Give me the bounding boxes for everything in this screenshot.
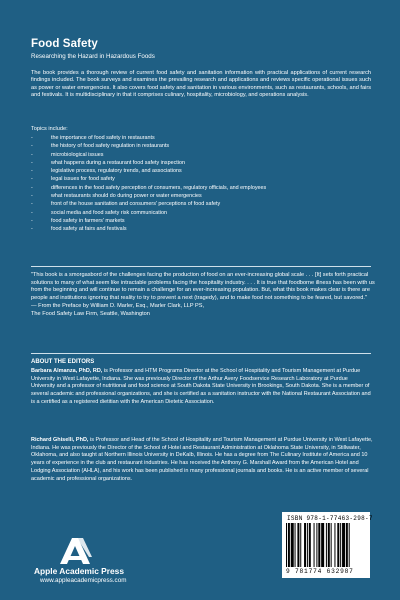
topics-list	[31, 134, 266, 234]
list-item	[31, 200, 266, 208]
bullet-dash: -	[31, 226, 33, 233]
list-item	[31, 167, 266, 175]
editor-bio-text: is Professor and Head of the School of Hospitality and Tourism Management at Purdue University in West Lafayette, Indiana. He was previously the Director of the School of Hotel and Restaurant Administration at Oklahoma State University, in Stillwater, Oklahoma, and also taught at Northern Illinois University in DeKalb, Illinois. He has a degree from The Culinary Institute of America and 10 years of experience in the club and restaurant industries. He has received the Anthony G. Marshall Award from the American Hotel and Lodging Association (AHLA), and his work has been published in many professional journals and books. He is an active member of several academic and professional organizations.	[31, 437, 373, 482]
topic-text: what happens during a restaurant food safety inspection	[51, 159, 185, 166]
topic-text: legal issues for food safety	[51, 176, 115, 183]
divider	[31, 353, 371, 354]
bullet-dash: -	[31, 151, 33, 158]
book-description: The book provides a thorough review of current food safety and sanitation information with practical applications of current research findings included. The book surveys and examines the prevailing research and applications and reviews specific operational issues such as power or water emergencies. It also covers food safety and sanitation in various environments, such as restaurants, schools, and fairs and festivals. It is multidisciplinary in that it comprises culinary, hospitality, microbiology, and operations analysis.	[31, 70, 371, 98]
barcode-bars	[286, 523, 366, 567]
bullet-dash: -	[31, 168, 33, 175]
topic-text: front of the house sanitation and consumers' perceptions of food safety	[51, 201, 221, 208]
bullet-dash: -	[31, 209, 33, 216]
list-item	[31, 159, 266, 167]
editor-bio	[31, 368, 373, 407]
topic-text: the importance of food safety in restaurants	[51, 135, 155, 141]
isbn-text: ISBN 978-1-77463-298-7	[287, 515, 373, 522]
divider	[31, 266, 371, 267]
bullet-dash: -	[31, 193, 33, 200]
list-item	[31, 217, 266, 225]
topic-text: differences in the food safety perception of consumers, regulatory officials, and employees	[51, 184, 267, 191]
apple-academic-press-logo-icon	[58, 537, 92, 565]
bullet-dash: -	[31, 217, 33, 224]
editor-name: Barbara Almanza, PhD, RD,	[31, 368, 103, 374]
publisher-url[interactable]: www.appleacademicpress.com	[40, 577, 127, 584]
list-item	[31, 142, 266, 150]
endorsement-quote	[31, 272, 375, 318]
topic-text: what restaurants should do during power or water emergencies	[51, 193, 202, 200]
topic-text: social media and food safety risk communication	[51, 209, 167, 216]
book-subtitle: Researching the Hazard in Hazardous Foods	[31, 53, 155, 60]
bullet-dash: -	[31, 184, 33, 191]
list-item	[31, 134, 266, 142]
topic-text: microbiological issues	[51, 151, 104, 158]
list-item	[31, 225, 266, 233]
topic-text: food safety in farmers' markets	[51, 217, 125, 224]
book-title: Food Safety	[31, 38, 98, 50]
list-item	[31, 175, 266, 183]
bullet-dash: -	[31, 143, 33, 150]
barcode	[282, 512, 373, 578]
quote-text: "This book is a smorgasbord of the challenges facing the production of food on an ever-increasing global scale . . . [It] sets forth practical solutions to many of what seem like intractable problems facing the hospitality industry. . . . It is true that foodborne illness has been with us from the beginning and will continue to remain a challenge for an ever-increasing population. But, what this book makes clear is there are people and institutions ignoring that reality to try to prevent a next (tragedy), and to make food not something to be feared, but savored."	[31, 272, 375, 302]
quote-attribution-line2: The Food Safety Law Firm, Seattle, Washington	[31, 310, 150, 317]
ean-digits: 9 781774 632987	[286, 568, 354, 575]
quote-attribution: — From the Preface by William D. Marler, Esq., Marler Clark, LLP PS,	[31, 302, 205, 309]
bullet-dash: -	[31, 135, 33, 141]
topic-text: legislative process, regulatory trends, and associations	[51, 168, 182, 175]
list-item	[31, 151, 266, 159]
list-item	[31, 209, 266, 217]
topic-text: the history of food safety regulation in restaurants	[51, 143, 170, 150]
topics-heading: Topics include:	[31, 126, 68, 132]
publisher-name: Apple Academic Press	[34, 566, 124, 576]
list-item	[31, 192, 266, 200]
bullet-dash: -	[31, 159, 33, 166]
bullet-dash: -	[31, 201, 33, 208]
editor-bio	[31, 437, 373, 483]
bullet-dash: -	[31, 176, 33, 183]
editor-name: Richard Ghiselli, PhD,	[31, 437, 89, 443]
topic-text: food safety at fairs and festivals	[51, 226, 127, 233]
editors-heading: ABOUT THE EDITORS	[31, 359, 95, 365]
list-item	[31, 184, 266, 192]
editor-bio-text: is Professor and HTM Programs Director at the School of Hospitality and Tourism Management at Purdue University in West Lafayette, Indiana. She was previously Director of the Arthur Avery Foodservice Research Laboratory at Purdue University and a professor of nutritional and food science at South Dakota State University in Brookings, South Dakota. She is a member of several academic and professional organizations, and she is certified as a sanitation instructor with the National Restaurant Association and is a certified as a registered dietitian with the American Dietetic Association.	[31, 368, 371, 405]
